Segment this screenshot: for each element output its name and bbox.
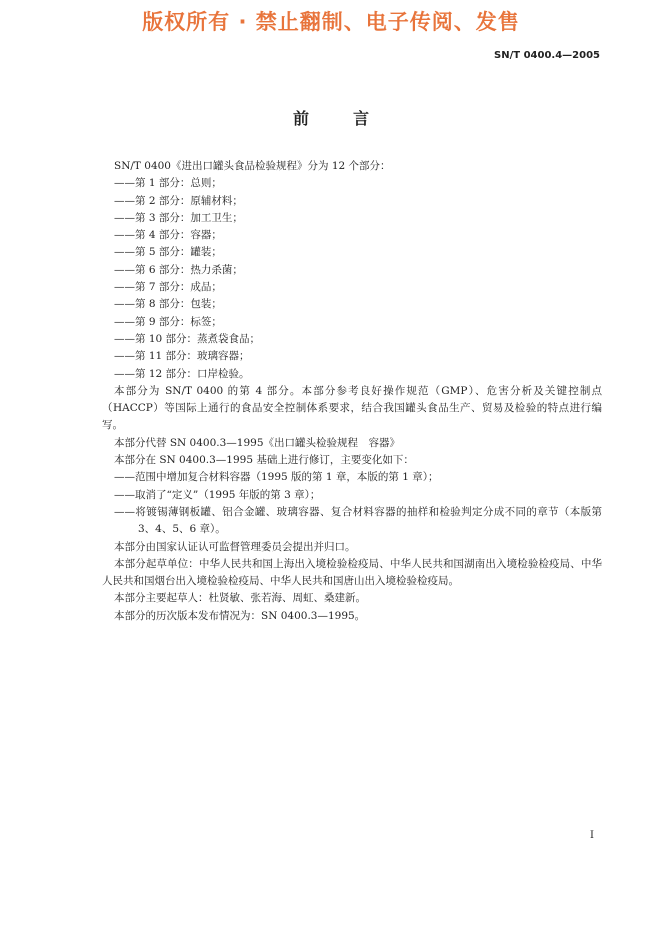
part-item: ——第 6 部分：热力杀菌； bbox=[114, 263, 243, 276]
foreword-body bbox=[102, 158, 602, 625]
part-item: ——第 3 部分：加工卫生； bbox=[114, 211, 243, 224]
paragraph-proposer: 本部分由国家认证认可监督管理委员会提出并归口。 bbox=[114, 540, 356, 553]
change-item: ——将镀锡薄钢板罐、铝合金罐、玻璃容器、复合材料容器的抽样和检验判定分成不同的章节（本版第 3、4、5、6 章）。 bbox=[114, 505, 602, 536]
copyright-watermark: 版权所有 · 禁止翻制、电子传阅、发售 bbox=[142, 10, 520, 34]
part-item: ——第 5 部分：罐装； bbox=[114, 246, 222, 259]
paragraph-revise: 本部分在 SN 0400.3—1995 基础上进行修订，主要变化如下： bbox=[114, 454, 414, 467]
part-item: ——第 12 部分：口岸检验。 bbox=[114, 367, 250, 380]
part-item: ——第 4 部分：容器； bbox=[114, 229, 222, 242]
change-item: ——取消了“定义”（1995 年版的第 3 章）； bbox=[114, 488, 321, 501]
part-item: ——第 8 部分：包装； bbox=[114, 298, 222, 311]
change-item: ——范围中增加复合材料容器（1995 版的第 1 章，本版的第 1 章）； bbox=[114, 471, 439, 484]
paragraph-part4: 本部分为 SN/T 0400 的第 4 部分。本部分参考良好操作规范（GMP）、危害分析及关键控制点（HACCP）等国际上通行的食品安全控制体系要求，结合我国罐头食品生产、贸易及检验的特点进行编写。 bbox=[102, 384, 602, 432]
part-item: ——第 9 部分：标签； bbox=[114, 315, 222, 328]
standard-code: SN/T 0400.4—2005 bbox=[494, 50, 600, 61]
paragraph-drafters: 本部分主要起草人：杜贤敏、张若海、周虹、桑建新。 bbox=[114, 592, 366, 605]
part-item: ——第 10 部分：蒸煮袋食品； bbox=[114, 332, 261, 345]
part-item: ——第 2 部分：原辅材料； bbox=[114, 194, 243, 207]
page-number: I bbox=[590, 830, 594, 841]
paragraph-replace: 本部分代替 SN 0400.3—1995《出口罐头检验规程 容器》 bbox=[114, 436, 401, 449]
part-item: ——第 7 部分：成品； bbox=[114, 281, 222, 294]
part-item: ——第 11 部分：玻璃容器； bbox=[114, 350, 250, 363]
paragraph-drafting-units: 本部分起草单位：中华人民共和国上海出入境检验检疫局、中华人民共和国湖南出入境检验检疫局、中华人民共和国烟台出入境检验检疫局、中华人民共和国唐山出入境检验检疫局。 bbox=[102, 557, 602, 588]
paragraph-history: 本部分的历次版本发布情况为：SN 0400.3—1995。 bbox=[114, 609, 366, 622]
part-item: ——第 1 部分：总则； bbox=[114, 177, 222, 190]
page-title: 前言 bbox=[292, 109, 413, 128]
intro-line: SN/T 0400《进出口罐头食品检验规程》分为 12 个部分： bbox=[114, 160, 391, 172]
